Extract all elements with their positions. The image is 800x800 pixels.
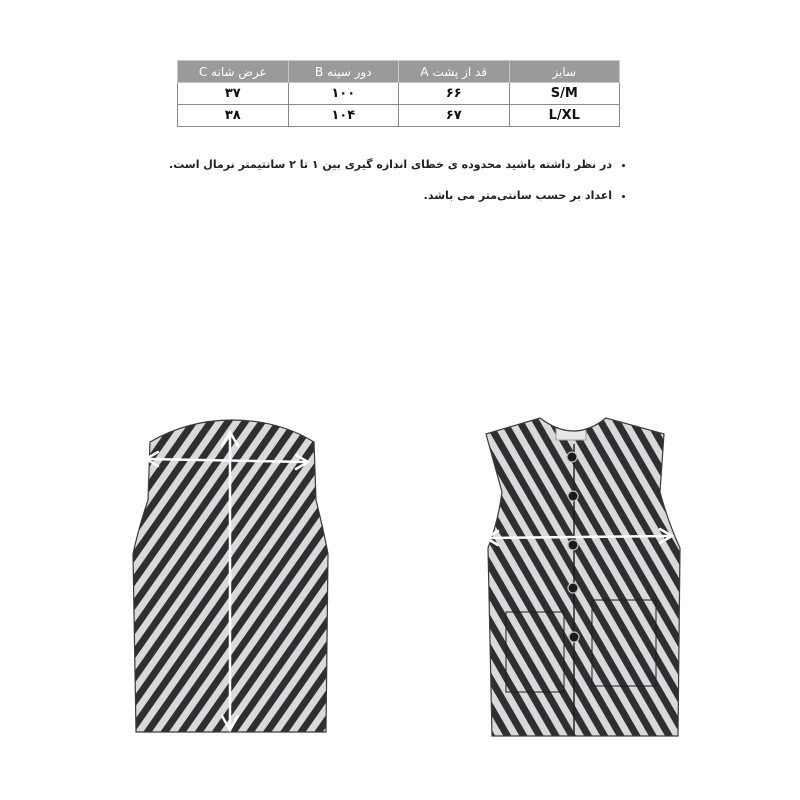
size-table-header-row	[178, 61, 620, 83]
notes-list	[169, 158, 630, 220]
header-chest: دور سینه B	[288, 61, 399, 83]
header-size: سایز	[509, 61, 620, 83]
vest-front-image	[478, 412, 690, 742]
cell-shoulder: ۳۸	[178, 105, 289, 127]
cell-chest: ۱۰۰	[288, 83, 399, 105]
table-row	[178, 105, 620, 127]
table-row	[178, 83, 620, 105]
cell-size: S/M	[509, 83, 620, 105]
header-back-length: قد از پشت A	[399, 61, 510, 83]
size-table	[177, 60, 620, 127]
header-shoulder: عرض شانه C	[178, 61, 289, 83]
cell-back-length: ۶۷	[399, 105, 510, 127]
cell-shoulder: ۳۷	[178, 83, 289, 105]
note-units: • اعداد بر حسب سانتی‌متر می باشد.	[169, 189, 612, 203]
cell-back-length: ۶۶	[399, 83, 510, 105]
note-measurement-error: • در نظر داشته باشید محدوده ی خطای اندازه گیری بین ۱ تا ۲ سانتیمتر نرمال است.	[169, 158, 612, 172]
vest-back-image	[128, 412, 338, 742]
cell-size: L/XL	[509, 105, 620, 127]
cell-chest: ۱۰۴	[288, 105, 399, 127]
vest-front-fabric	[478, 412, 690, 742]
